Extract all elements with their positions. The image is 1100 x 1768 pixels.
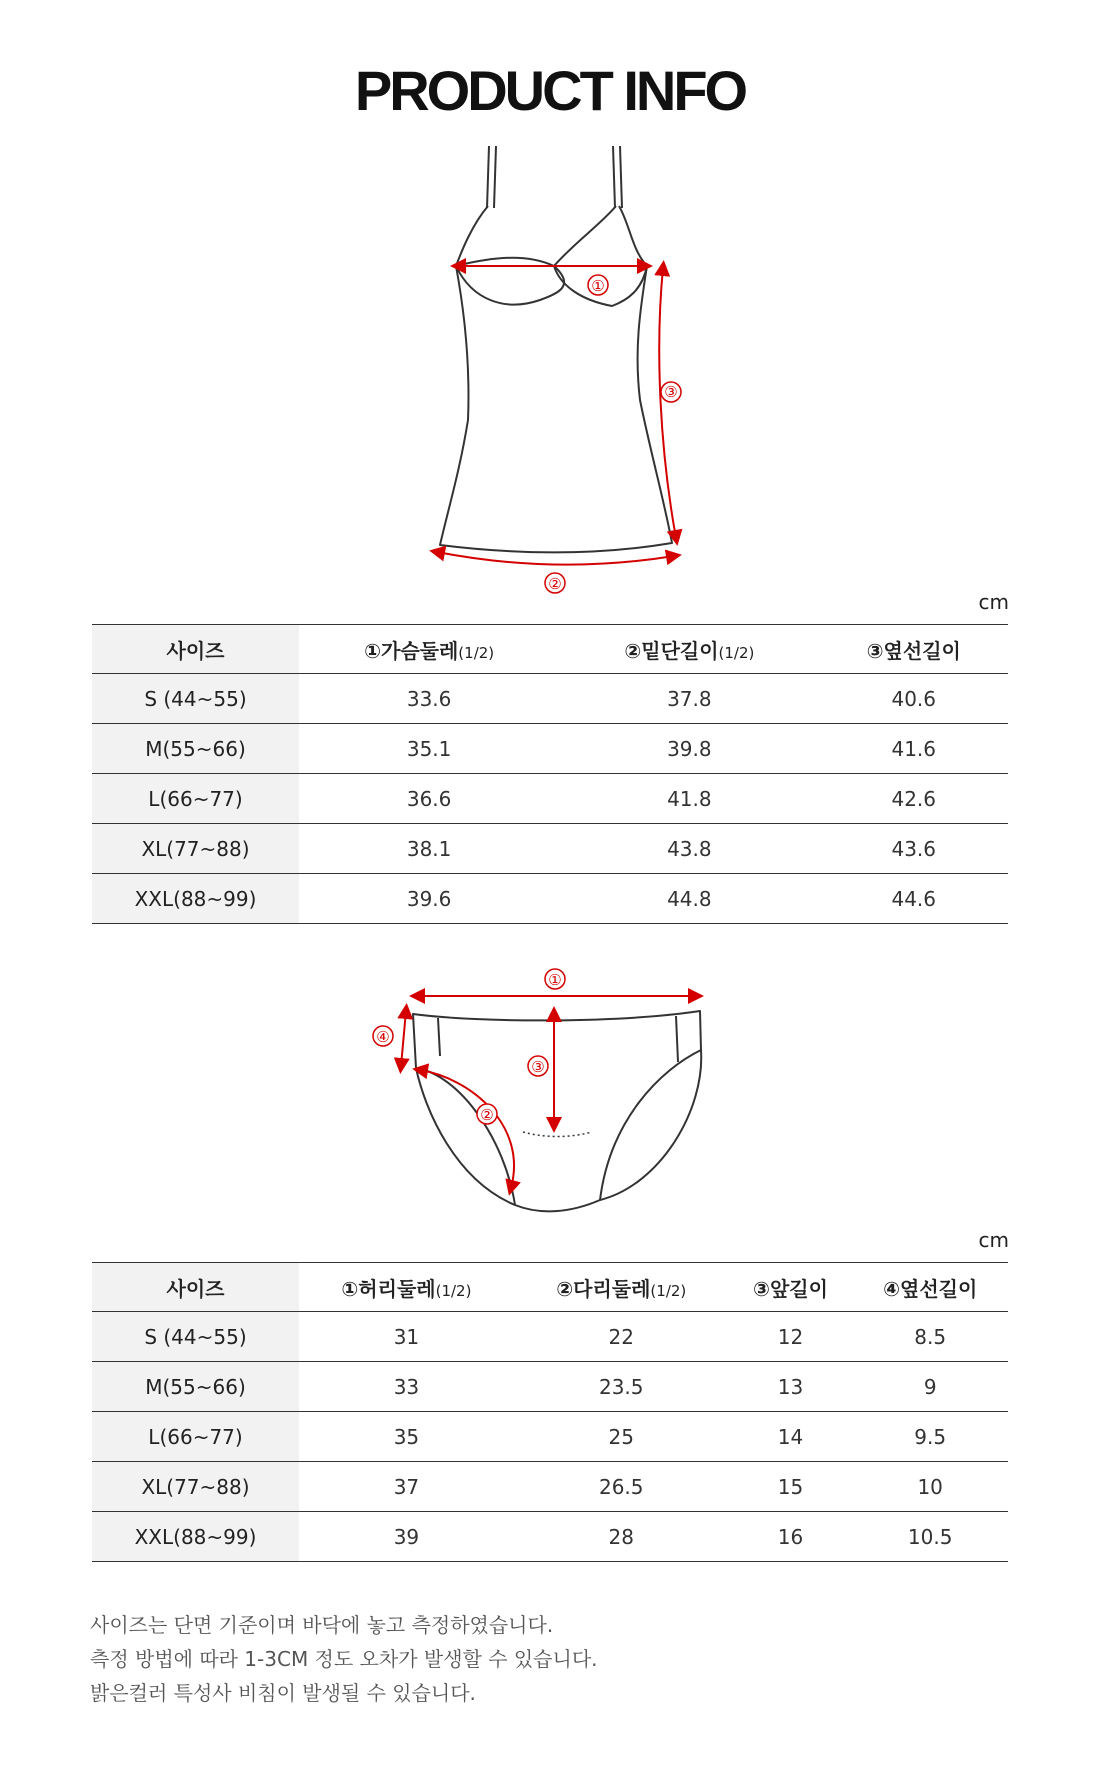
measurement-cell: 33 [299,1362,514,1412]
table-row [92,1512,1008,1562]
measurement-cell: 15 [729,1462,853,1512]
measurement-cell: 38.1 [299,824,559,874]
measurement-cell: 14 [729,1412,853,1462]
table-row [92,724,1008,774]
note-line: 사이즈는 단면 기준이며 바닥에 놓고 측정하였습니다. [90,1613,554,1637]
measurement-cell: 39.6 [299,874,559,924]
size-cell: XL(77~88) [92,824,299,874]
measurement-cell: 40.6 [819,674,1008,724]
unit-label-top: cm [978,590,1009,614]
column-header-size: 사이즈 [92,1263,299,1312]
measurement-cell: 41.8 [559,774,819,824]
measurement-cell: 23.5 [514,1362,729,1412]
table-row [92,824,1008,874]
note-line: 측정 방법에 따라 1-3CM 정도 오차가 발생할 수 있습니다. [90,1647,598,1671]
measurement-cell: 9 [852,1362,1008,1412]
measurement-cell: 12 [729,1312,853,1362]
unit-label-bottom: cm [978,1228,1009,1252]
measurement-cell: 16 [729,1512,853,1562]
measurement-cell: 9.5 [852,1412,1008,1462]
page-title: PRODUCT INFO [354,59,746,122]
size-cell: M(55~66) [92,1362,299,1412]
table-row [92,1362,1008,1412]
camisole-marker-2: ② [548,575,562,593]
measurement-cell: 39.8 [559,724,819,774]
column-header-side-length: ③옆선길이 [819,625,1008,674]
measurement-cell: 39 [299,1512,514,1562]
briefs-marker-2: ② [480,1106,494,1124]
briefs-marker-4: ④ [376,1028,390,1046]
size-cell: XXL(88~99) [92,1512,299,1562]
table-row [92,1462,1008,1512]
measurement-cell: 37.8 [559,674,819,724]
column-header-hem: ②밑단길이(1/2) [559,625,819,674]
size-notes [90,1608,598,1710]
measurement-cell: 8.5 [852,1312,1008,1362]
briefs-diagram [0,960,1100,1220]
briefs-marker-3: ③ [531,1058,545,1076]
measurement-cell: 36.6 [299,774,559,824]
measurement-cell: 41.6 [819,724,1008,774]
table-header-row [92,1263,1008,1312]
size-cell: S (44~55) [92,674,299,724]
table-row [92,1312,1008,1362]
note-line: 밝은컬러 특성사 비침이 발생될 수 있습니다. [90,1681,476,1705]
measurement-cell: 10.5 [852,1512,1008,1562]
size-cell: S (44~55) [92,1312,299,1362]
camisole-marker-3: ③ [664,383,678,401]
size-cell: XXL(88~99) [92,874,299,924]
size-cell: L(66~77) [92,1412,299,1462]
table-header-row [92,625,1008,674]
column-header-size: 사이즈 [92,625,299,674]
column-header-leg: ②다리둘레(1/2) [514,1263,729,1312]
measurement-cell: 10 [852,1462,1008,1512]
measurement-cell: 33.6 [299,674,559,724]
measurement-cell: 44.6 [819,874,1008,924]
measurement-cell: 25 [514,1412,729,1462]
table-row [92,774,1008,824]
measurement-cell: 35.1 [299,724,559,774]
camisole-diagram [0,0,1100,600]
size-cell: L(66~77) [92,774,299,824]
measurement-cell: 43.6 [819,824,1008,874]
table-row [92,1412,1008,1462]
camisole-marker-1: ① [591,277,605,295]
column-header-front-length: ③앞길이 [729,1263,853,1312]
measurement-cell: 43.8 [559,824,819,874]
measurement-cell: 28 [514,1512,729,1562]
measurement-cell: 13 [729,1362,853,1412]
size-cell: XL(77~88) [92,1462,299,1512]
column-header-waist: ①허리둘레(1/2) [299,1263,514,1312]
column-header-side-length: ④옆선길이 [852,1263,1008,1312]
bottom-size-table [92,1262,1008,1562]
measurement-cell: 26.5 [514,1462,729,1512]
measurement-cell: 42.6 [819,774,1008,824]
briefs-marker-1: ① [548,971,562,989]
measurement-cell: 44.8 [559,874,819,924]
top-size-table [92,624,1008,924]
measurement-cell: 22 [514,1312,729,1362]
measurement-cell: 35 [299,1412,514,1462]
measurement-cell: 37 [299,1462,514,1512]
measurement-cell: 31 [299,1312,514,1362]
column-header-chest: ①가슴둘레(1/2) [299,625,559,674]
size-cell: M(55~66) [92,724,299,774]
table-row [92,674,1008,724]
table-row [92,874,1008,924]
